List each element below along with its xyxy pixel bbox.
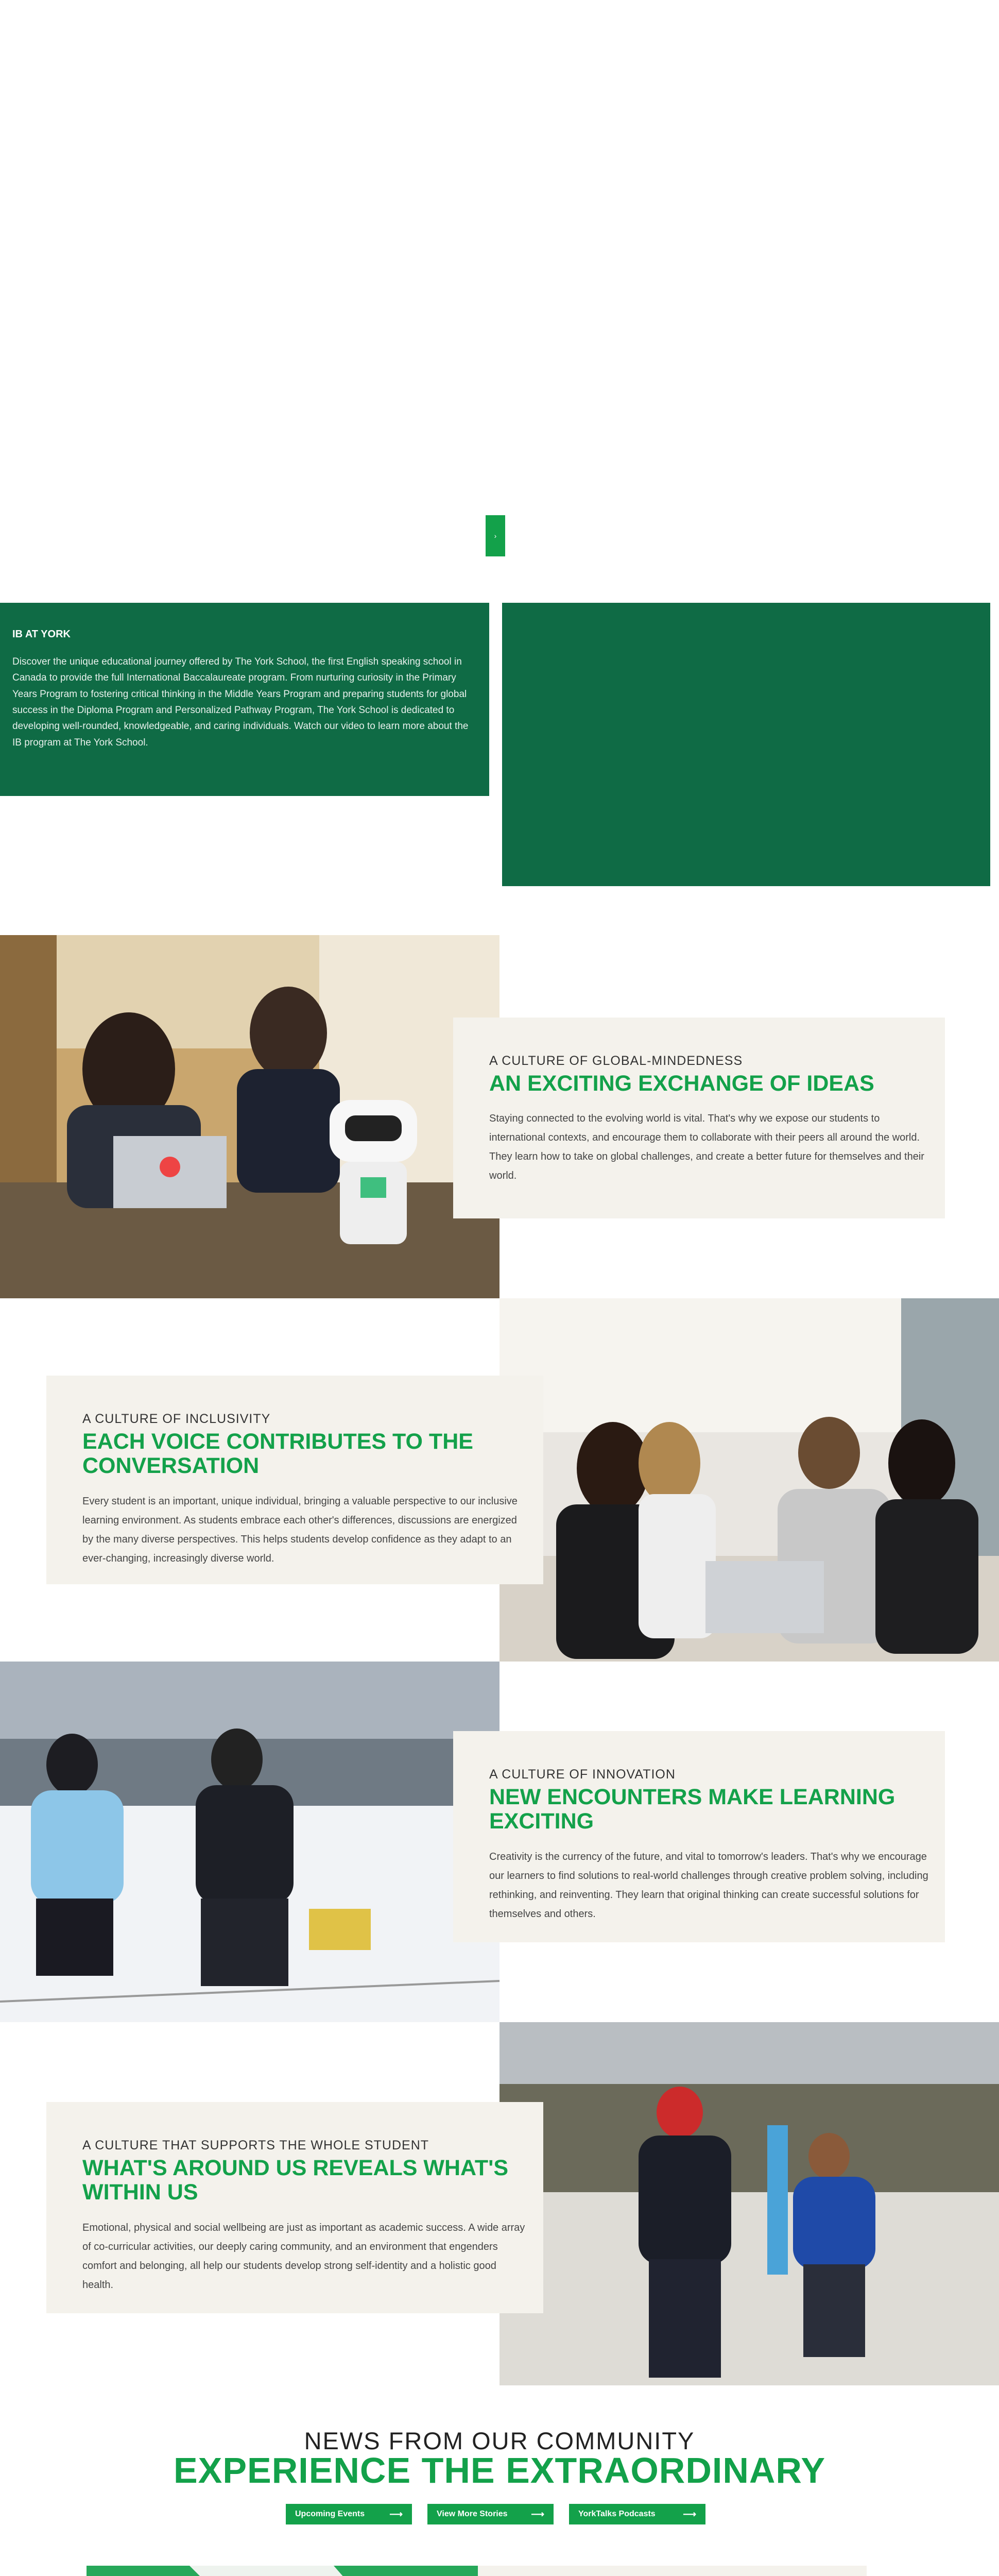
culture-title: WHAT'S AROUND US REVEALS WHAT'S WITHIN US (82, 2156, 509, 2205)
culture-kicker: A CULTURE OF INNOVATION (489, 1767, 676, 1782)
photo-students-robot (0, 935, 499, 1298)
view-more-stories-button[interactable] (427, 2504, 554, 2524)
culture-body: Emotional, physical and social wellbeing are just as important as academic success. A wide array of co-curricular activities, our deeply caring community, and an environment that engenders comfort and belonging, all help our students develop strong self-identity and a holistic good health. (82, 2222, 525, 2291)
ib-video-player[interactable] (502, 603, 990, 886)
photo-students-snow-play (499, 2022, 999, 2385)
culture-body: Staying connected to the evolving world is vital. That's why we expose our students to international contexts, and encourage them to collaborate with their peers all around the world. They learn how to take on global challenges, and create a better future for themselves and their world. (489, 1113, 924, 1182)
pill-label: YorkTalks Podcasts (578, 2510, 656, 2518)
photo-students-laptop (499, 1298, 999, 1662)
culture-body: Every student is an important, unique individual, bringing a valuable perspective to our inclusive learning environment. As students embrace each other's differences, discussions are energized by the many diverse perspectives. This helps students develop confidence as they adapt to an ever-changing, increasingly diverse world. (82, 1495, 518, 1564)
pill-label: Upcoming Events (295, 2510, 365, 2518)
culture-card-wellbeing (46, 2102, 543, 2313)
culture-card-inclusivity (46, 1376, 543, 1584)
culture-kicker: A CULTURE OF INCLUSIVITY (82, 1412, 271, 1426)
arrow-right-icon: ⟶ (531, 2509, 544, 2519)
culture-card-innovation (453, 1731, 945, 1942)
pill-label: View More Stories (437, 2510, 508, 2518)
upcoming-events-button[interactable] (286, 2504, 412, 2524)
news-title: EXPERIENCE THE EXTRAORDINARY (173, 2450, 826, 2490)
news-story-photo[interactable] (87, 2566, 478, 2576)
arrow-right-icon: ⟶ (389, 2509, 403, 2519)
side-toggle-button[interactable]: › (486, 515, 505, 556)
culture-card-global (453, 1018, 945, 1218)
culture-kicker: A CULTURE THAT SUPPORTS THE WHOLE STUDENT (82, 2138, 429, 2153)
news-kicker: NEWS FROM OUR COMMUNITY (304, 2427, 695, 2454)
culture-title: EACH VOICE CONTRIBUTES TO THE CONVERSATION (82, 1429, 473, 1479)
arrow-right-icon: ⟶ (683, 2509, 696, 2519)
ib-intro-panel (0, 603, 489, 796)
photo-students-skiing (0, 1662, 499, 2022)
culture-body: Creativity is the currency of the future, and vital to tomorrow's leaders. That's why we encourage our learners to find solutions to real-world challenges through creative problem solving, including rethinking, and reinventing. They learn that original thinking can create successful solutions for themselves and others. (489, 1851, 928, 1920)
ib-heading: IB AT YORK (12, 629, 71, 640)
culture-kicker: A CULTURE OF GLOBAL-MINDEDNESS (489, 1054, 743, 1068)
ib-body: Discover the unique educational journey offered by The York School, the first English speaking school in Canada to provide the full International Baccalaureate program. From nurturing curiosity in the Primary Years Program to fostering critical thinking in the Middle Years Program and preparing students for global success in the Diploma Program and Personalized Pathway Program, The York School is dedicated to developing well-rounded, knowledgeable, and caring individuals. Watch our video to learn more about the IB program at The York School. (12, 656, 469, 748)
culture-title: AN EXCITING EXCHANGE OF IDEAS (489, 1071, 874, 1096)
culture-title: NEW ENCOUNTERS MAKE LEARNING EXCITING (489, 1785, 895, 1834)
yorktalks-podcasts-button[interactable] (569, 2504, 705, 2524)
